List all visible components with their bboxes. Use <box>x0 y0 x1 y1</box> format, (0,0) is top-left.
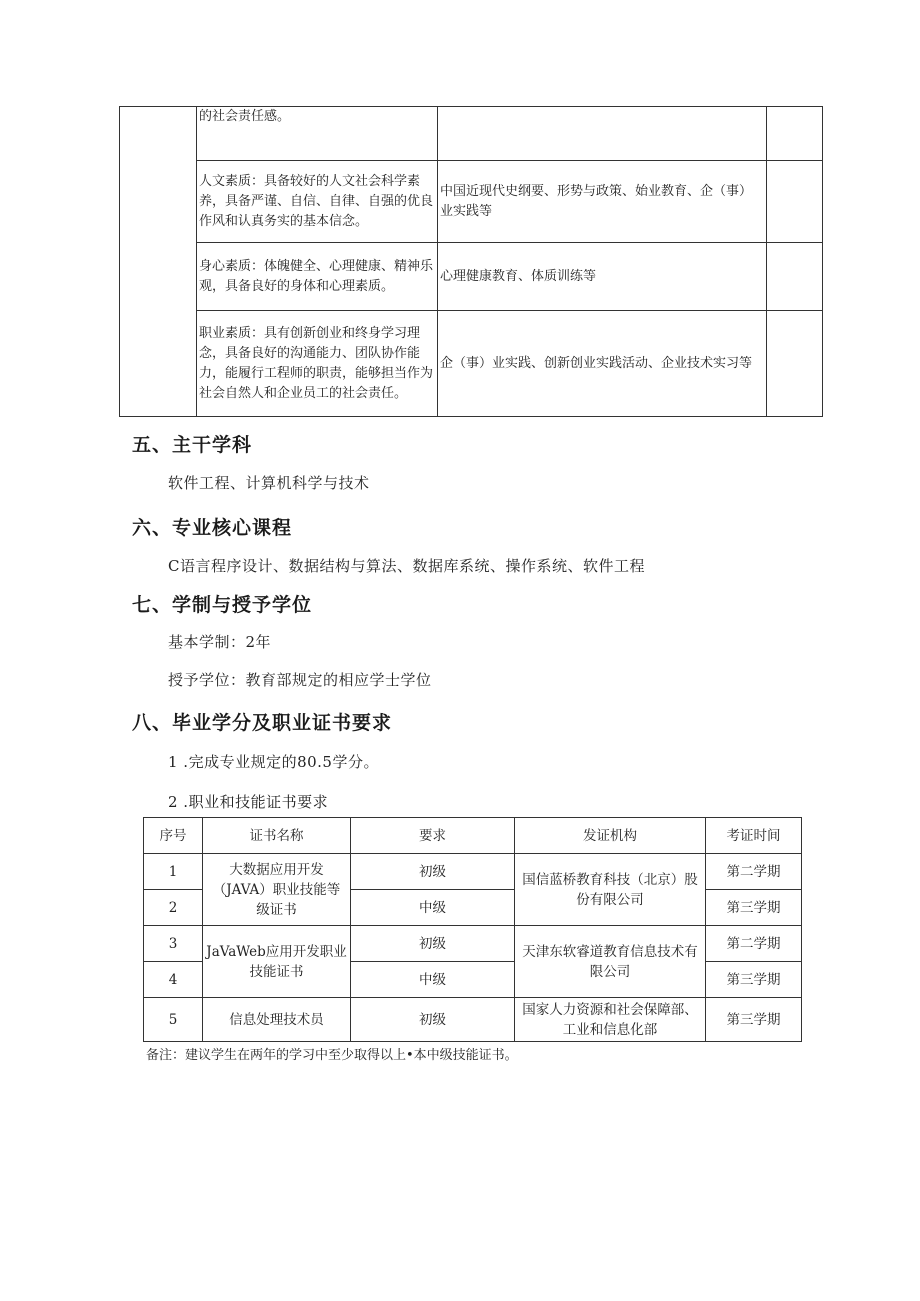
table-header-row <box>144 818 802 854</box>
header-cell: 考证时间 <box>706 818 802 854</box>
cert-name-cell: JaVaWeb应用开发职业技能证书 <box>203 926 351 998</box>
section-title: 六、专业核心课程 <box>132 517 293 539</box>
table-row <box>120 311 823 417</box>
level-cell: 初级 <box>351 854 515 890</box>
quality-cell: 身心素质：体魄健全、心理健康、精神乐观，具备良好的身体和心理素质。 <box>197 243 438 311</box>
table-row <box>144 926 802 962</box>
term-cell: 第三学期 <box>706 962 802 998</box>
cert-name-cell: 信息处理技术员 <box>203 998 351 1042</box>
term-cell: 第三学期 <box>706 890 802 926</box>
cert-requirement-text: 2 .职业和技能证书要求 <box>168 793 329 811</box>
number-cell: 2 <box>144 890 203 926</box>
term-cell: 第二学期 <box>706 854 802 890</box>
section-text: 软件工程、计算机科学与技术 <box>168 474 370 492</box>
qualities-table <box>119 106 823 417</box>
issuer-cell: 国信蓝桥教育科技（北京）股份有限公司 <box>515 854 706 926</box>
cert-name-cell: 大数据应用开发（JAVA）职业技能等级证书 <box>203 854 351 926</box>
number-cell: 5 <box>144 998 203 1042</box>
mark-cell <box>767 243 823 311</box>
quality-cell: 的社会责任感。 <box>197 107 438 161</box>
section-text: C语言程序设计、数据结构与算法、数据库系统、操作系统、软件工程 <box>168 557 645 575</box>
table-row <box>144 998 802 1042</box>
table-row <box>120 161 823 243</box>
section-title: 八、毕业学分及职业证书要求 <box>132 712 393 734</box>
number-cell: 3 <box>144 926 203 962</box>
courses-cell: 中国近现代史纲要、形势与政策、始业教育、企（事）业实践等 <box>438 161 767 243</box>
category-cell <box>120 107 197 417</box>
number-cell: 1 <box>144 854 203 890</box>
table-row <box>120 107 823 161</box>
table-row <box>120 243 823 311</box>
table-note: 备注：建议学生在两年的学习中至少取得以上•本中级技能证书。 <box>146 1048 518 1063</box>
header-cell: 要求 <box>351 818 515 854</box>
courses-cell: 心理健康教育、体质训练等 <box>438 243 767 311</box>
table-row <box>144 854 802 890</box>
credits-text: 1 .完成专业规定的80.5学分。 <box>168 753 379 771</box>
issuer-cell: 天津东软睿道教育信息技术有限公司 <box>515 926 706 998</box>
term-cell: 第三学期 <box>706 998 802 1042</box>
mark-cell <box>767 311 823 417</box>
mark-cell <box>767 161 823 243</box>
level-cell: 初级 <box>351 926 515 962</box>
term-cell: 第二学期 <box>706 926 802 962</box>
level-cell: 中级 <box>351 962 515 998</box>
header-cell: 发证机构 <box>515 818 706 854</box>
duration-text: 基本学制：2年 <box>168 633 272 651</box>
degree-text: 授予学位：教育部规定的相应学士学位 <box>168 671 432 689</box>
level-cell: 中级 <box>351 890 515 926</box>
issuer-cell: 国家人力资源和社会保障部、工业和信息化部 <box>515 998 706 1042</box>
courses-cell <box>438 107 767 161</box>
number-cell: 4 <box>144 962 203 998</box>
header-cell: 证书名称 <box>203 818 351 854</box>
mark-cell <box>767 107 823 161</box>
header-cell: 序号 <box>144 818 203 854</box>
certificate-table <box>143 817 802 1042</box>
quality-cell: 人文素质：具备较好的人文社会科学素养，具备严谨、自信、自律、自强的优良作风和认真务实的基本信念。 <box>197 161 438 243</box>
courses-cell: 企（事）业实践、创新创业实践活动、企业技术实习等 <box>438 311 767 417</box>
quality-cell: 职业素质：具有创新创业和终身学习理念，具备良好的沟通能力、团队协作能力，能履行工程师的职责，能够担当作为社会自然人和企业员工的社会责任。 <box>197 311 438 417</box>
section-title: 五、主干学科 <box>132 434 253 456</box>
level-cell: 初级 <box>351 998 515 1042</box>
section-title: 七、学制与授予学位 <box>132 594 313 616</box>
